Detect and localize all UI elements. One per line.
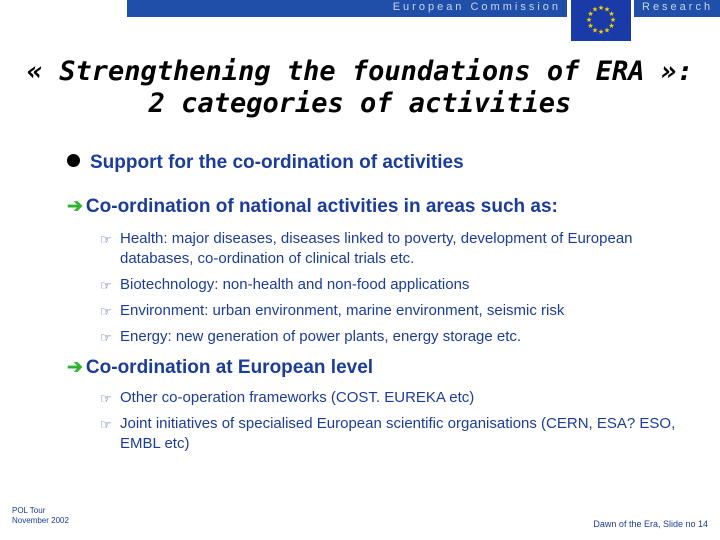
svg-text:★: ★ (603, 26, 611, 35)
title-line-2: 2 categories of activities (148, 88, 572, 119)
research-label: Research (642, 1, 714, 13)
round-bullet-icon (67, 154, 80, 167)
right-arrow-icon: ➔ (67, 357, 83, 378)
svg-text:★: ★ (585, 16, 593, 24)
item-term: Environment (120, 302, 205, 319)
title-line-1: « Strengthening the foundations of ERA »: (26, 56, 694, 87)
slide-number: Dawn of the Era, Slide no 14 (593, 519, 708, 529)
pointing-hand-icon: ☞ (100, 417, 112, 432)
pointing-hand-icon: ☞ (100, 330, 112, 345)
section-heading-text: Co-ordination at European level (85, 357, 374, 378)
svg-text:★: ★ (587, 10, 594, 18)
item-text: : major diseases, diseases linked to poverty, development of European databases, co-ordination of clinical trials etc. (120, 230, 633, 267)
pointing-hand-icon: ☞ (100, 391, 112, 406)
pointing-hand-icon: ☞ (100, 304, 112, 319)
section-heading-text: Co-ordination of national activities in areas such as: (85, 196, 558, 217)
bullet-text: Support for the co-ordination of activities (90, 152, 464, 173)
item-text: Other co-operation frameworks (COST. EUREKA etc) (120, 389, 475, 406)
svg-text:★: ★ (587, 22, 594, 30)
svg-text:★: ★ (597, 4, 605, 12)
item-text: Joint initiatives of specialised European scientific organisations (CERN, ESA? ESO, EMBL etc) (120, 415, 676, 452)
list-item-health (100, 229, 700, 269)
footer-left (12, 506, 69, 526)
section-national-heading (67, 195, 558, 218)
svg-text:★: ★ (603, 5, 611, 14)
eu-flag-logo (571, 0, 631, 41)
item-term: Energy (120, 328, 168, 345)
svg-text:★: ★ (608, 10, 615, 18)
right-arrow-icon: ➔ (67, 196, 83, 217)
header-bar-right (634, 0, 720, 17)
svg-text:★: ★ (591, 5, 599, 14)
item-term: Biotechnology (120, 276, 215, 293)
pointing-hand-icon: ☞ (100, 278, 112, 293)
header-bar-left (127, 0, 567, 17)
bullet-support-coordination (67, 152, 464, 174)
svg-text:★: ★ (591, 26, 599, 35)
list-item-biotechnology (100, 275, 700, 295)
list-item-joint-initiatives (100, 414, 700, 454)
pointing-hand-icon: ☞ (100, 232, 112, 247)
european-commission-label: European Commission (392, 1, 561, 13)
svg-text:★: ★ (608, 22, 615, 30)
footer-event: POL Tour (12, 506, 46, 515)
list-item-environment (100, 301, 700, 321)
list-item-other-frameworks (100, 388, 700, 408)
eu-stars-icon (571, 0, 631, 41)
slide-title (0, 56, 720, 120)
list-item-energy (100, 327, 700, 347)
svg-text:★: ★ (597, 28, 605, 36)
item-term: Health (120, 230, 164, 247)
item-text: : urban environment, marine environment, seismic risk (204, 302, 565, 319)
item-text: : non-health and non-food applications (214, 276, 470, 293)
item-text: : new generation of power plants, energy storage etc. (167, 328, 522, 345)
section-european-heading (67, 356, 373, 379)
svg-text:★: ★ (609, 16, 617, 24)
footer-date: November 2002 (12, 516, 69, 525)
